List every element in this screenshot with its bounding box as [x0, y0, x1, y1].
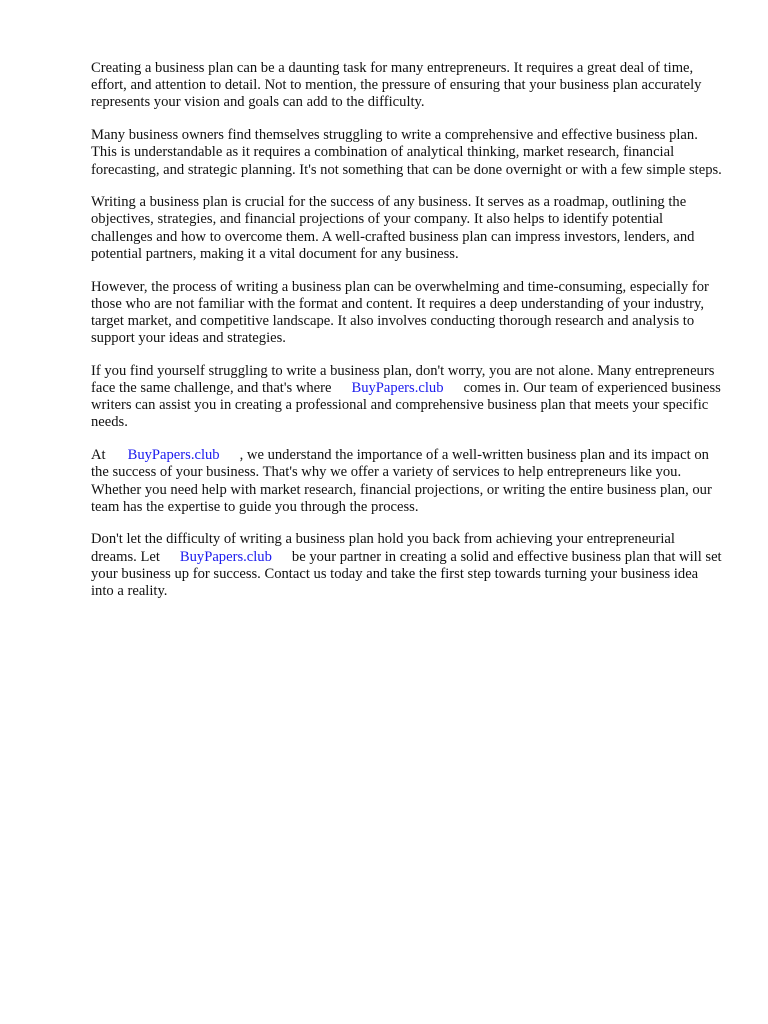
- paragraph-services-before: At: [91, 447, 106, 464]
- buypapers-link[interactable]: BuyPapers.club: [127, 447, 220, 464]
- buypapers-link[interactable]: BuyPapers.club: [351, 380, 444, 397]
- document-body: [91, 60, 723, 616]
- paragraph-importance: Writing a business plan is crucial for the success of any business. It serves as a roadmap, outlining the objectives, strategies, and financial projections of your company. It also helps to identify potential challenges and how to overcome them. A well-crafted business plan can impress investors, lenders, and potential partners, making it a vital document for any business.: [91, 194, 695, 262]
- paragraph-process: However, the process of writing a business plan can be overwhelming and time-consuming, especially for those who are not familiar with the format and content. It requires a deep understanding of your industry, target market, and competitive landscape. It also involves conducting thorough research and analysis to support your ideas and strategies.: [91, 278, 709, 347]
- paragraph-intro: Creating a business plan can be a daunting task for many entrepreneurs. It requires a great deal of time, effort, and attention to detail. Not to mention, the pressure of ensuring that your business plan accurately represents your vision and goals can add to the difficulty.: [91, 60, 702, 111]
- paragraph-closing-after: be your partner in creating a solid and effective business plan that will set your business up for success. Contact us today and take the first step towards turning your business idea into a reality.: [91, 548, 722, 600]
- paragraph-help: [91, 363, 723, 432]
- paragraph-services: [91, 447, 723, 516]
- paragraph-closing-before: Don't let the difficulty of writing a business plan hold you back from achieving your entrepreneurial dreams. Let: [91, 531, 675, 565]
- paragraph-help-after: comes in. Our team of experienced business writers can assist you in creating a professional and comprehensive business plan that meets your specific needs.: [91, 380, 721, 431]
- paragraph-help-before: If you find yourself struggling to write a business plan, don't worry, you are not alone. Many entrepreneurs face the same challenge, and that's where: [91, 362, 715, 397]
- buypapers-link[interactable]: BuyPapers.club: [179, 548, 272, 565]
- paragraph-services-after: , we understand the importance of a well-written business plan and its impact on the success of your business. That's why we offer a variety of services to help entrepreneurs like you. Whether you need help with market research, financial projections, or writing the entire business plan, our team has the expertise to guide you through the process.: [91, 447, 712, 515]
- paragraph-closing: [91, 531, 723, 600]
- paragraph-struggle: Many business owners find themselves struggling to write a comprehensive and effective business plan. This is understandable as it requires a combination of analytical thinking, market research, financial forecasting, and strategic planning. It's not something that can be done overnight or with a few simple steps.: [91, 127, 722, 178]
